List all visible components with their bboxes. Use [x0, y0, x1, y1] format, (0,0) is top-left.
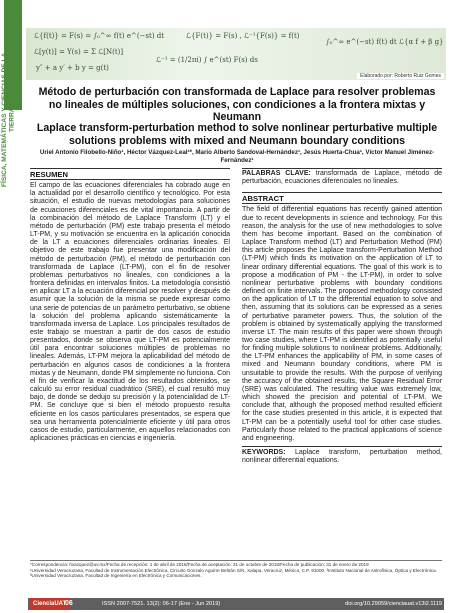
page-footer	[0, 596, 474, 613]
article-title-english: Laplace transform-perturbation method to solve nonlinear perturbative multiple solutions problems with mixed and Neumann boundary conditions	[36, 122, 438, 147]
image-credit: Elaborado por: Roberto Ruiz Gomes	[357, 73, 444, 79]
footnotes	[30, 560, 442, 579]
page-number: 06	[65, 600, 73, 607]
banner-equation: ℒ{f(t)} = F(s) = ∫₀^∞ f(t) e^(−st) dt	[34, 32, 165, 40]
banner-equation: y″ + a y′ + b y = g(t)	[36, 64, 109, 72]
section-rule	[242, 192, 442, 193]
sidebar-strip	[0, 0, 26, 613]
section-rule	[30, 179, 230, 180]
header-banner-image	[26, 28, 446, 80]
resumen-heading: RESUMEN	[30, 170, 68, 179]
keywords-text: Laplace transform, perturbation method, nonlinear differential equations.	[242, 449, 442, 465]
keywords-block	[242, 449, 442, 465]
palabras-clave-text: transformada de Laplace, método de perturbación, ecuaciones diferenciales no lineales.	[242, 170, 443, 186]
author-list: Uriel Antonio Filobello-Niño¹, Héctor Vázquez-Leal¹*, Mario Alberto Sandoval-Hernández¹, Jesús Huerta-Chua¹, Víctor Manuel Jiménez-Fernández¹	[39, 149, 435, 164]
banner-equation: ℒ⁻¹ = (1/2πi) ∫ e^(st) F(s) ds	[156, 56, 258, 64]
section-label: FÍSICA, MATEMÁTICAS Y CIENCIAS DE LA TIERRA	[1, 52, 16, 188]
section-rule	[242, 203, 442, 204]
banner-equation: ∫₀^∞ e^(−st) f(t) dt ℒ{α f + β g}	[326, 38, 444, 46]
abstract-text: The field of differential equations has recently gained attention due to recent developments in science and technology. For this reason, the analysis for the use of new methodologies to solve them has become important. Based on the combination of Laplace Transform method (LT) and Perturbation Method (PM) this article proposes the Laplace transform-Perturbation Method (LT-PM) which finds its motivation on the application of LT to linear ordinary differential equations. The goal of this work is to propose a modification of PM - the LT-PM), in order to solve nonlinear perturbative problems with boundary conditions defined on finite intervals. The proposed methodology consisted on the application of LT to the differential equation to solve and then, assuming that its solutions can be expressed as a series of perturbative parameter powers. Thus, the solution of the problem is obtained by systematically applying the transformed inverse LT. The main results of this paper were shown through two case studies, where LT-PM is identified as potentially useful for finding multiple solutions to nonlinear problems. Additionally, the LT-PM enhances the applicability of PM, in some cases of mixed and Neumann boundary conditions, where PM is unsuitable to provide the results. With the purpose of verifying the accuracy of the obtained results, the Square Residual Error (SRE) was calculated. The resulting value was extremely low, which showed the precision and potential of LT-PM. We conclude that, although the proposed method resulted efficient for the case studies presented in this article, it is expected that LT-PM can be a potentially useful tool for other case studies. Particularly those related to the practical applications of science and engineering.	[242, 206, 442, 442]
section-rule	[30, 168, 230, 169]
correspondence-note: *Correspondencia: hvazquez@uv.mx/Fecha de recepción: 1 de abril de 2018/Fecha de aceptación: 31 de octubre de 2018/Fecha de publicación: 31 de enero de 2019	[30, 562, 369, 567]
section-rule	[242, 446, 442, 447]
banner-equation: ℒ[y(t)] = Y(s) = Σ ℒ[N(t)]	[34, 48, 124, 56]
doi-link[interactable]: doi.org/10.29059/cienciauat.v13i2.1119	[345, 601, 442, 607]
resumen-column	[30, 168, 230, 443]
affiliations-note: ¹Universidad Veracruzana, Facultad de Instrumentación Electrónica, Circuito Gonzalo Aguirre Beltrán S/N, Xalapa, Veracruz, México, C.P. 91000. ²Instituto Nacional de Astrofísica, Óptica y Electrónica. ³Universidad Veracruzana, Facultad de Ingeniería en Electrónica y Comunicaciones.	[30, 567, 437, 579]
resumen-text: El campo de las ecuaciones diferenciales ha cobrado auge en la actualidad por el desarrollo científico y tecnológico. Por esta situación, el estudio de nuevas metodologías para soluciones de ecuaciones diferenciales es de vital importancia. A partir de la combinación del método de Laplace Transform (LT) y el método de perturbación (PM) este trabajo presenta el método LT-PM, y su motivación se encuentra en la aplicación conocida de la LT a ecuaciones diferenciales ordinarias lineales. El objetivo de este trabajo fue presentar una modificación del método de perturbación (PM), el método de perturbación con transformada de Laplace (LT-PM), con el fin de resolver problemas perturbativos no lineales, con condiciones a la frontera definidas en intervalos finitos. La metodología consistió en aplicar LT a la ecuación diferencial por resolver y después de asumir que la solución de la misma se puede expresar como una serie de potencias de un parámetro perturbativo, se obtiene la solución del problema aplicando sistemáticamente la transformada inversa de Laplace. Los principales resultados de este trabajo se muestran a partir de dos casos de estudio presentados, donde se observa que LT-PM es potencialmente útil para encontrar soluciones múltiples de problemas no lineales. Además, LT-PM mejora la aplicabilidad del método de perturbación en algunos casos de condiciones a la frontera mixtas y de Neumann, donde PM simplemente no funciona. Con el fin de verificar la exactitud de los resultados obtenidos, se calculó su error residual cuadrático (SRE), el cual resultó muy bajo, de donde se dedujo su precisión y la potencialidad de LT-PM. Se concluye que si bien el método propuesto resulta eficiente en los casos particulares presentados, se espera que sea una herramienta potencialmente eficiente y útil para otros casos de estudio, particularmente, en aquellos relacionados con aplicaciones prácticas en ciencias e ingeniería.	[30, 182, 230, 442]
palabras-clave-label: PALABRAS CLAVE:	[242, 170, 311, 177]
abstract-column	[242, 168, 442, 465]
abstract-heading: ABSTRACT	[242, 194, 284, 204]
issn-citation: ISSN 2007-7521. 13(2): 06-17 (Ene - Jun 2019)	[102, 601, 221, 607]
article-title-spanish: Método de perturbación con transformada de Laplace para resolver problemas no lineales de múltiples soluciones, con condiciones a la frontera mixtas y Neumann	[38, 86, 436, 123]
journal-brand: CienciaUAT	[30, 598, 69, 610]
keywords-label: KEYWORDS:	[242, 449, 286, 456]
palabras-clave-block	[242, 168, 442, 186]
banner-equation: ℒ{F(t)} = F(s) , ℒ⁻¹{F(s)} = f(t)	[186, 32, 300, 40]
